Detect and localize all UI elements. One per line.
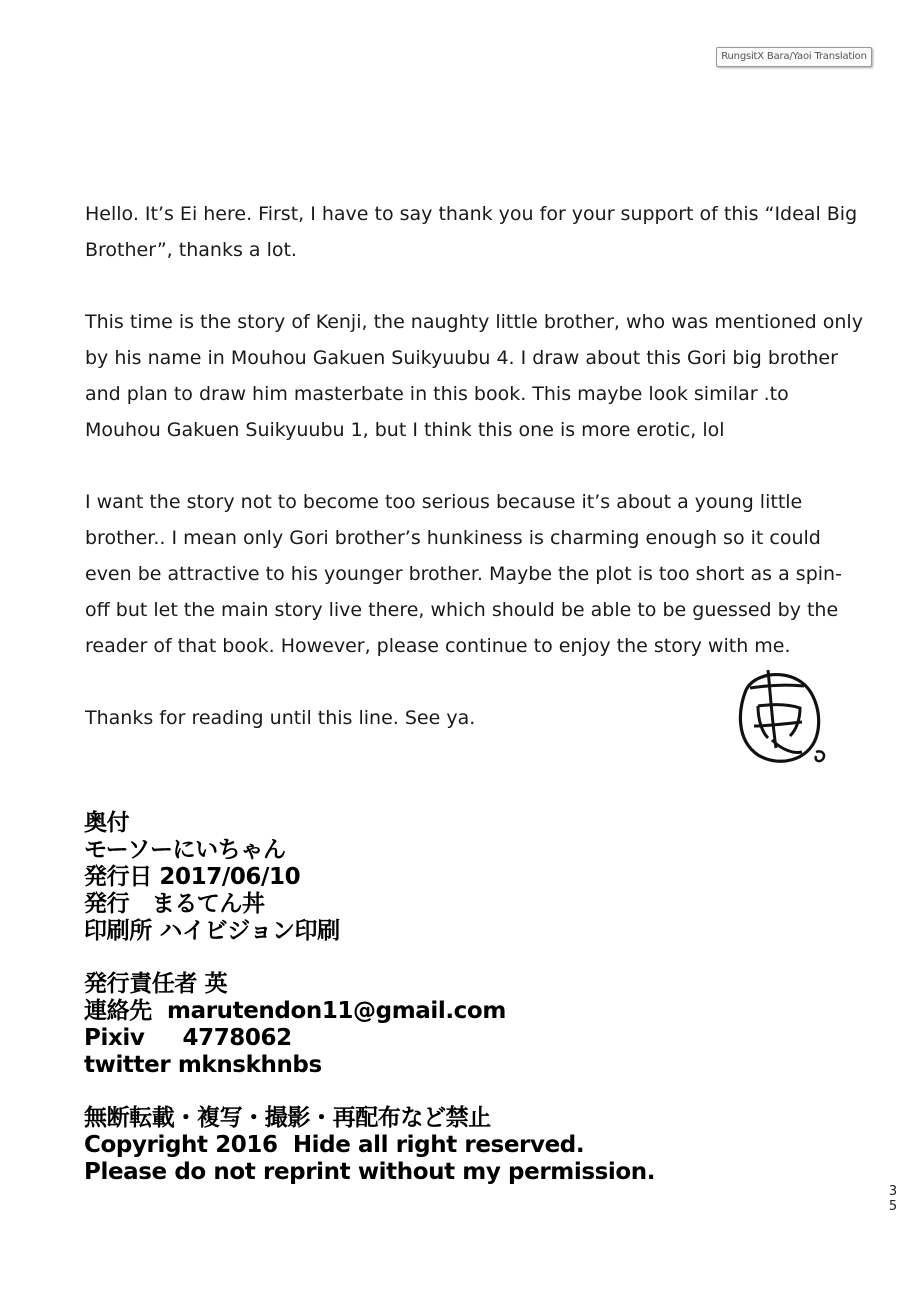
book-title: モーソーにいちゃん: [84, 837, 286, 863]
author-seal-icon: [728, 660, 828, 770]
page-number-digit: 5: [888, 1199, 898, 1214]
page-number-digit: 3: [888, 1184, 898, 1199]
reprint-notice: Please do not reprint without my permission.: [84, 1159, 656, 1185]
pixiv-id: Pixiv 4778062: [84, 1025, 292, 1051]
colophon-heading: 奥付: [84, 810, 130, 836]
publisher: 発行 まるてん丼: [84, 891, 265, 917]
letter-paragraph-greeting: Hello. It’s Ei here. First, I have to say thank you for your support of this “Ideal Big Brother”, thanks a lot.: [85, 203, 858, 261]
colophon: [84, 810, 704, 1186]
copyright-notice: Copyright 2016 Hide all right reserved.: [84, 1132, 585, 1158]
letter-paragraph-story: This time is the story of Kenji, the naughty little brother, who was mentioned only by his name in Mouhou Gakuen Suikyuubu 4. I draw about this Gori big brother and plan to draw him masterbate in this book. This maybe look similar .to Mouhou Gakuen Suikyuubu 1, but I think this one is more erotic, lol: [85, 311, 863, 441]
twitter-handle: twitter mknskhnbs: [84, 1052, 322, 1078]
contact-email: 連絡先 marutendon11@gmail.com: [84, 998, 506, 1024]
publication-date: 発行日 2017/06/10: [84, 864, 301, 890]
responsible-editor: 発行責任者 英: [84, 971, 228, 997]
page-number: [886, 1184, 900, 1214]
letter-paragraph-intent: I want the story not to become too serious because it’s about a young little brother.. I mean only Gori brother’s hunkiness is charming enough so it could even be attractive to his younger brother. Maybe the plot is too short as a spin-off but let the main story live there, which should be able to be guessed by the reader of that book. However, please continue to enjoy the story with me.: [85, 491, 842, 657]
prohibition-notice: 無断転載・複写・撮影・再配布など禁止: [84, 1105, 491, 1131]
printer: 印刷所 ハイビジョン印刷: [84, 918, 340, 944]
letter-paragraph-closing: Thanks for reading until this line. See ya.: [85, 707, 476, 729]
afterword-letter: [85, 196, 865, 736]
translator-watermark: RungsitX Bara/Yaoi Translation: [716, 47, 872, 67]
